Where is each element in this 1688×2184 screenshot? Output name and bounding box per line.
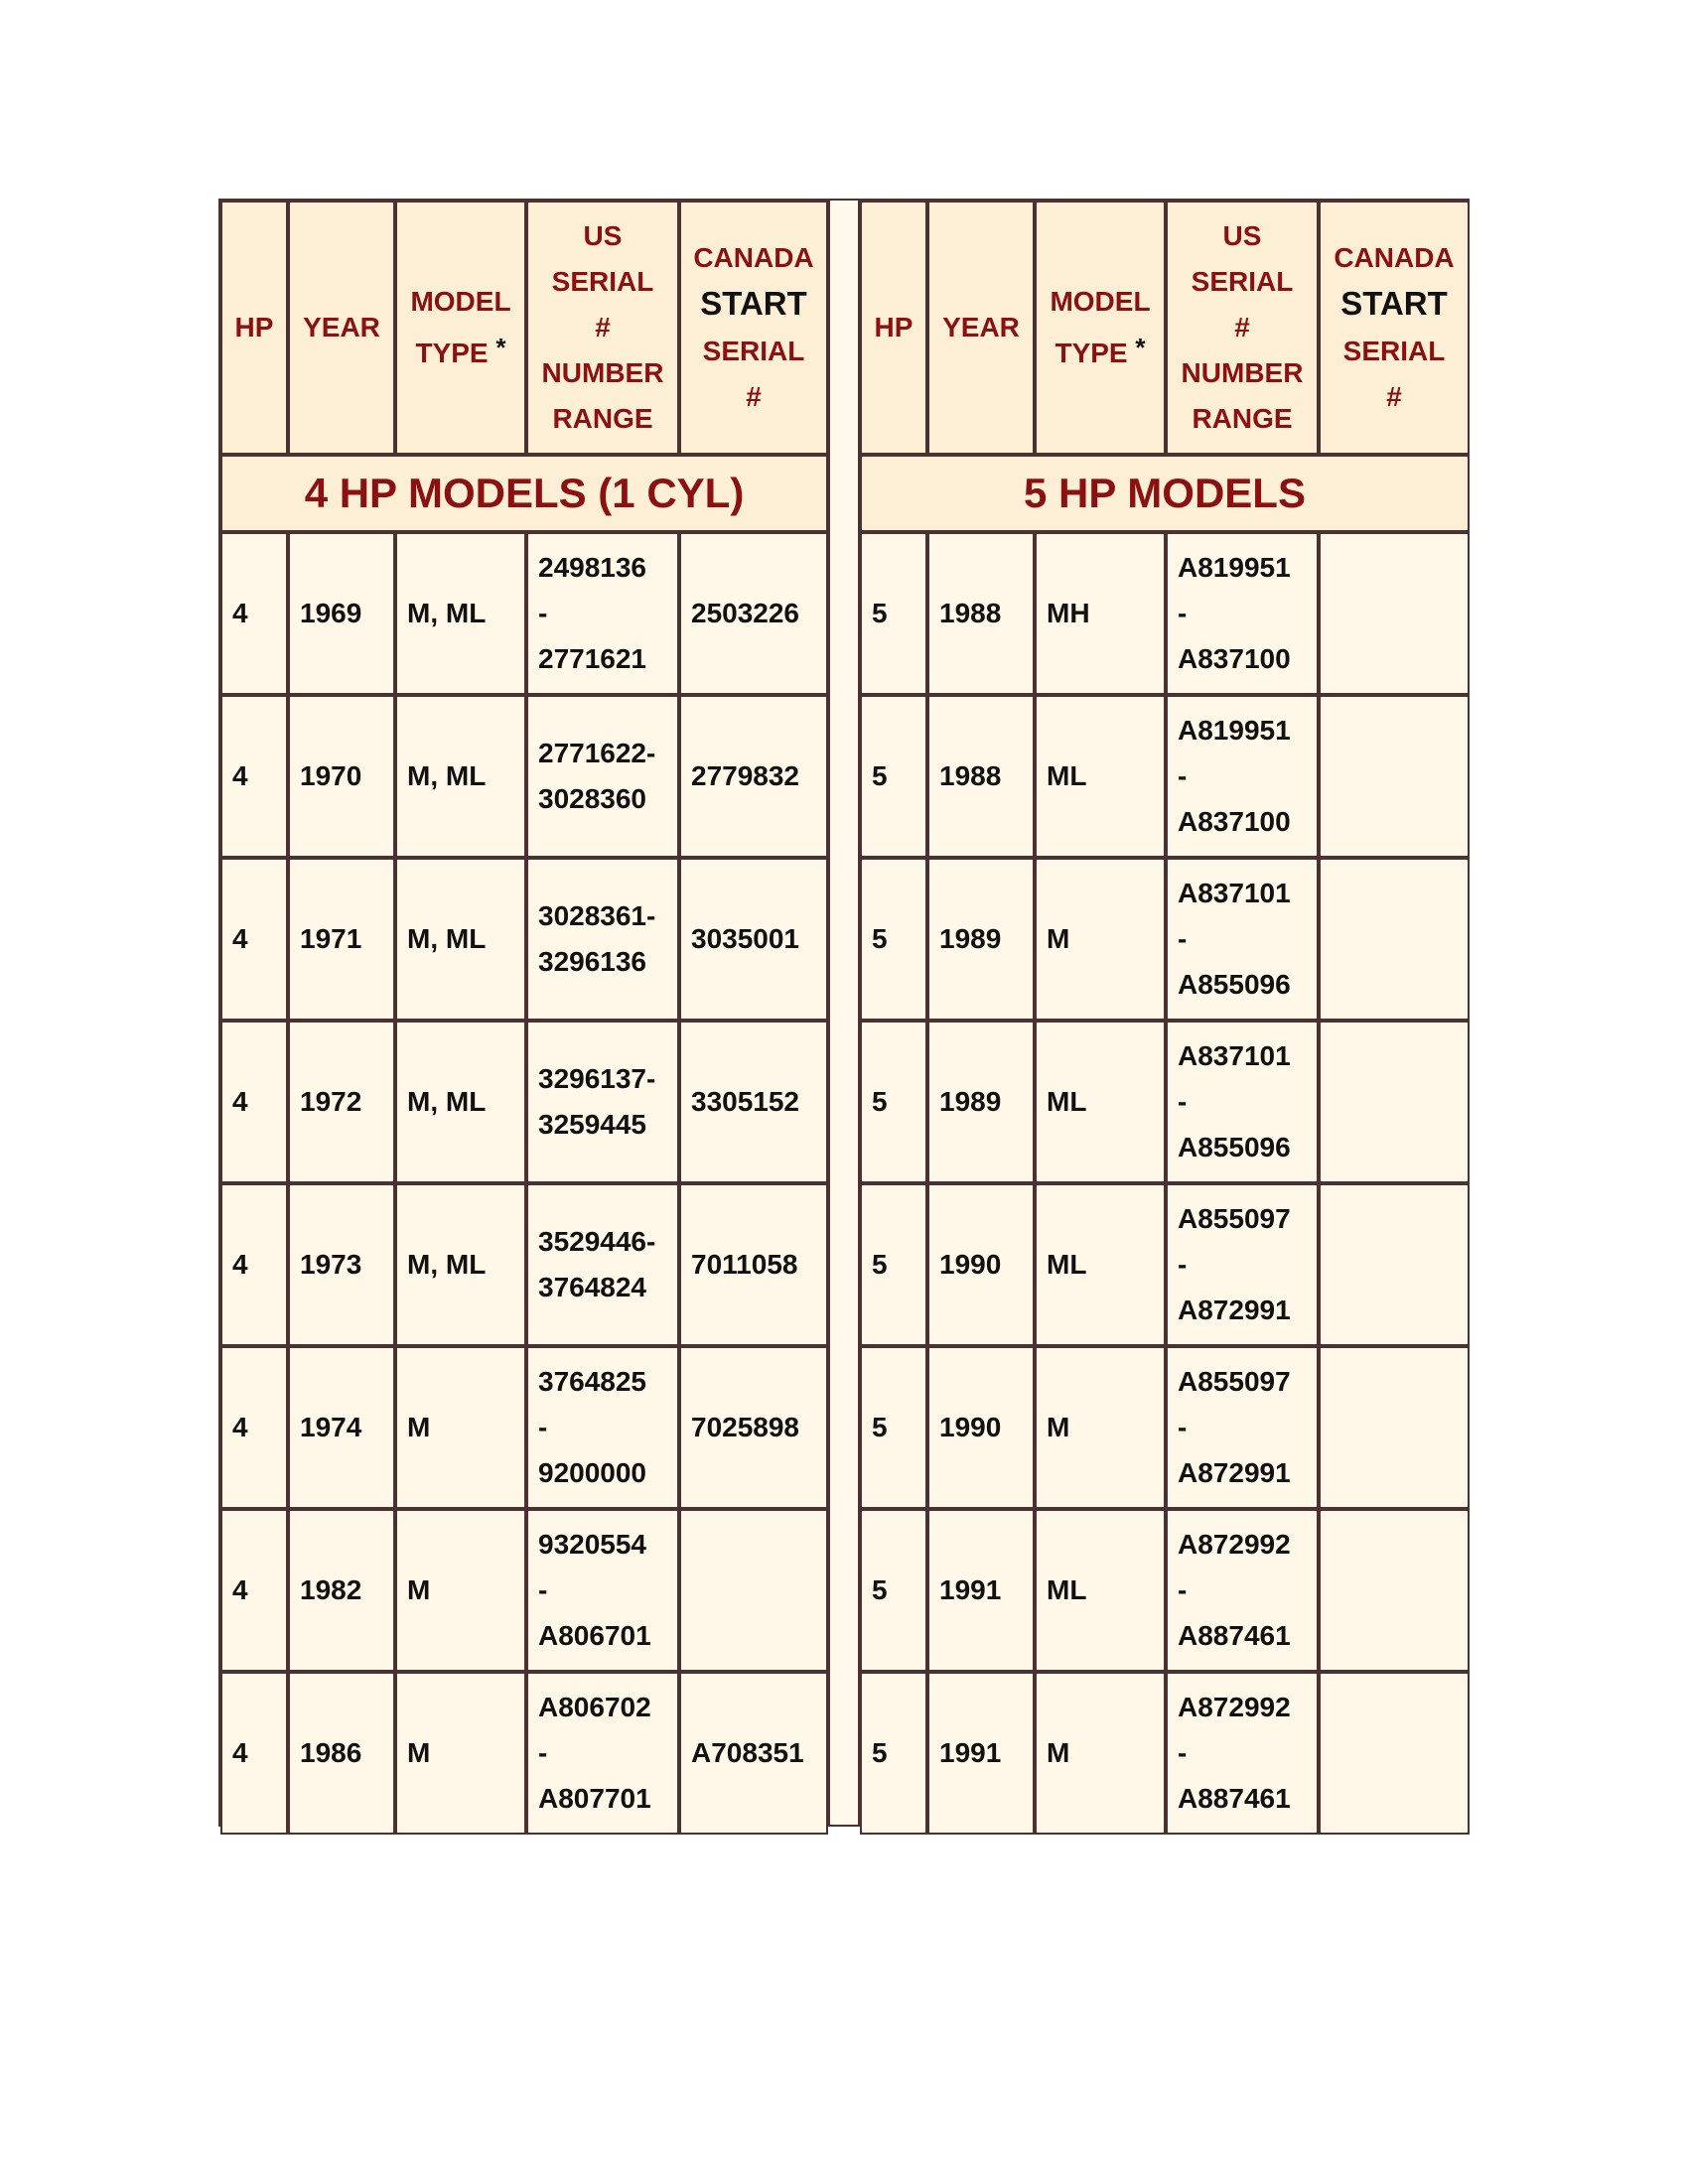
canada-start-serial-cell bbox=[1319, 1346, 1470, 1509]
section-row bbox=[220, 455, 828, 532]
header-line bbox=[1178, 305, 1307, 350]
serial-line: A806701 bbox=[538, 1620, 651, 1651]
model-type-cell: ML bbox=[1035, 695, 1166, 858]
header-row bbox=[220, 201, 828, 455]
serial-line: - bbox=[538, 1574, 548, 1605]
header-line bbox=[232, 305, 276, 350]
header-line bbox=[691, 281, 816, 329]
header-text: TYPE bbox=[1055, 338, 1128, 368]
canada-start-serial-cell bbox=[1319, 1509, 1470, 1672]
canada-start-serial-cell: 2503226 bbox=[679, 532, 828, 695]
header-text: START bbox=[700, 285, 807, 322]
hp-cell: 5 bbox=[860, 858, 927, 1021]
year-cell: 1989 bbox=[927, 858, 1035, 1021]
header-line bbox=[538, 305, 667, 350]
table-row bbox=[220, 1183, 828, 1346]
serial-line: 9200000 bbox=[538, 1457, 647, 1488]
serial-line: - bbox=[1178, 1412, 1188, 1442]
header-text: US bbox=[583, 220, 623, 251]
canada-start-serial-cell: 2779832 bbox=[679, 695, 828, 858]
header-canada-start-serial bbox=[1319, 201, 1470, 455]
header-line bbox=[691, 374, 816, 420]
canada-start-serial-cell bbox=[1319, 695, 1470, 858]
header-us-serial-range bbox=[526, 201, 679, 455]
header-line bbox=[300, 305, 383, 350]
left-table-4hp bbox=[220, 201, 828, 1825]
year-cell: 1972 bbox=[288, 1021, 395, 1183]
serial-line: 2771622- bbox=[538, 738, 656, 768]
section-title: 4 HP MODELS (1 CYL) bbox=[220, 455, 828, 532]
serial-line: 2498136 bbox=[538, 552, 647, 583]
table-row bbox=[220, 1021, 828, 1183]
hp-cell: 5 bbox=[860, 1021, 927, 1183]
serial-line: - bbox=[1178, 598, 1188, 628]
serial-line: 3296136 bbox=[538, 946, 647, 977]
model-type-cell: M, ML bbox=[395, 858, 526, 1021]
header-line bbox=[538, 213, 667, 259]
us-serial-range-cell bbox=[526, 695, 679, 858]
serial-line: A872992 bbox=[1178, 1529, 1291, 1560]
header-line bbox=[1047, 325, 1154, 376]
table-row bbox=[860, 1509, 1470, 1672]
header-line bbox=[1331, 281, 1458, 329]
header-text: START bbox=[1340, 285, 1448, 322]
model-type-cell: M bbox=[395, 1509, 526, 1672]
year-cell: 1982 bbox=[288, 1509, 395, 1672]
model-type-cell: ML bbox=[1035, 1021, 1166, 1183]
us-serial-range-cell bbox=[1166, 1509, 1319, 1672]
year-cell: 1969 bbox=[288, 532, 395, 695]
table-row bbox=[860, 532, 1470, 695]
header-us-serial-range bbox=[1166, 201, 1319, 455]
serial-line: 3028360 bbox=[538, 783, 647, 814]
serial-line: - bbox=[1178, 1737, 1188, 1768]
header-text: CANADA bbox=[693, 242, 814, 273]
header-text: MODEL bbox=[1050, 286, 1151, 317]
left-grid bbox=[220, 201, 828, 1835]
canada-start-serial-cell bbox=[679, 1509, 828, 1672]
header-text: US bbox=[1222, 220, 1262, 251]
us-serial-range-cell bbox=[526, 1183, 679, 1346]
header-line bbox=[1331, 374, 1458, 420]
canada-start-serial-cell bbox=[1319, 1672, 1470, 1835]
header-line bbox=[1178, 213, 1307, 259]
year-cell: 1991 bbox=[927, 1509, 1035, 1672]
header-text: HP bbox=[234, 312, 274, 342]
model-type-cell: ML bbox=[1035, 1509, 1166, 1672]
serial-line: 9320554 bbox=[538, 1529, 647, 1560]
serial-line: A887461 bbox=[1178, 1620, 1291, 1651]
header-line bbox=[407, 279, 514, 325]
year-cell: 1991 bbox=[927, 1672, 1035, 1835]
header-line bbox=[1178, 259, 1307, 305]
header-text: # bbox=[1386, 381, 1402, 412]
header-text: YEAR bbox=[942, 312, 1020, 342]
serial-line: A872991 bbox=[1178, 1295, 1291, 1325]
serial-line: A872991 bbox=[1178, 1457, 1291, 1488]
year-cell: 1990 bbox=[927, 1346, 1035, 1509]
table-row bbox=[220, 1346, 828, 1509]
canada-start-serial-cell bbox=[1319, 1183, 1470, 1346]
asterisk-mark: * bbox=[495, 333, 506, 362]
serial-line: - bbox=[1178, 1249, 1188, 1280]
canada-start-serial-cell: 3035001 bbox=[679, 858, 828, 1021]
canada-start-serial-cell: 7025898 bbox=[679, 1346, 828, 1509]
year-cell: 1990 bbox=[927, 1183, 1035, 1346]
header-line bbox=[407, 325, 514, 376]
header-text: SERIAL bbox=[1342, 336, 1446, 366]
table-gutter bbox=[828, 201, 860, 1825]
table-row bbox=[220, 1509, 828, 1672]
table-row bbox=[860, 858, 1470, 1021]
serial-line: 2771621 bbox=[538, 643, 647, 674]
header-year bbox=[288, 201, 395, 455]
header-line bbox=[1178, 350, 1307, 396]
canada-start-serial-cell: 7011058 bbox=[679, 1183, 828, 1346]
canada-start-serial-cell bbox=[1319, 1021, 1470, 1183]
right-grid bbox=[860, 201, 1470, 1835]
model-type-cell: M, ML bbox=[395, 532, 526, 695]
header-text: CANADA bbox=[1334, 242, 1455, 273]
serial-line: 3259445 bbox=[538, 1109, 647, 1140]
hp-cell: 4 bbox=[220, 1183, 288, 1346]
serial-line: A855096 bbox=[1178, 1132, 1291, 1162]
header-line bbox=[1331, 235, 1458, 281]
hp-cell: 4 bbox=[220, 1509, 288, 1672]
table-row bbox=[220, 858, 828, 1021]
serial-line: - bbox=[538, 1412, 548, 1442]
header-line bbox=[538, 350, 667, 396]
header-text: TYPE bbox=[415, 338, 489, 368]
hp-cell: 4 bbox=[220, 1021, 288, 1183]
header-canada-start-serial bbox=[679, 201, 828, 455]
model-type-cell: M, ML bbox=[395, 695, 526, 858]
asterisk-mark: * bbox=[1135, 333, 1146, 362]
model-type-cell: MH bbox=[1035, 532, 1166, 695]
header-text: SERIAL bbox=[702, 336, 805, 366]
header-text: YEAR bbox=[303, 312, 380, 342]
year-cell: 1973 bbox=[288, 1183, 395, 1346]
serial-line: - bbox=[538, 1737, 548, 1768]
hp-cell: 4 bbox=[220, 858, 288, 1021]
serial-line: A837100 bbox=[1178, 643, 1291, 674]
header-text: HP bbox=[874, 312, 914, 342]
header-text: NUMBER bbox=[1181, 357, 1304, 388]
serial-line: 3764824 bbox=[538, 1272, 647, 1302]
hp-cell: 5 bbox=[860, 1346, 927, 1509]
serial-line: - bbox=[1178, 1574, 1188, 1605]
header-line bbox=[538, 259, 667, 305]
hp-cell: 5 bbox=[860, 532, 927, 695]
year-cell: 1988 bbox=[927, 695, 1035, 858]
year-cell: 1974 bbox=[288, 1346, 395, 1509]
serial-line: 3028361- bbox=[538, 900, 656, 931]
serial-line: A807701 bbox=[538, 1783, 651, 1814]
serial-line: A872992 bbox=[1178, 1692, 1291, 1722]
model-type-cell: M bbox=[1035, 1346, 1166, 1509]
us-serial-range-cell bbox=[1166, 1672, 1319, 1835]
hp-cell: 4 bbox=[220, 1672, 288, 1835]
table-row bbox=[860, 695, 1470, 858]
serial-line: A855096 bbox=[1178, 969, 1291, 1000]
header-text: # bbox=[595, 312, 611, 342]
hp-cell: 4 bbox=[220, 1346, 288, 1509]
hp-cell: 5 bbox=[860, 1183, 927, 1346]
header-text: SERIAL bbox=[551, 266, 654, 297]
header-line bbox=[691, 329, 816, 374]
table-row bbox=[860, 1346, 1470, 1509]
us-serial-range-cell bbox=[526, 1346, 679, 1509]
hp-cell: 5 bbox=[860, 1672, 927, 1835]
header-line bbox=[872, 305, 915, 350]
serial-line: A806702 bbox=[538, 1692, 651, 1722]
year-cell: 1986 bbox=[288, 1672, 395, 1835]
us-serial-range-cell bbox=[1166, 532, 1319, 695]
hp-cell: 5 bbox=[860, 695, 927, 858]
table-row bbox=[220, 695, 828, 858]
header-model-type bbox=[1035, 201, 1166, 455]
us-serial-range-cell bbox=[526, 1021, 679, 1183]
header-line bbox=[1178, 396, 1307, 442]
table-row bbox=[860, 1021, 1470, 1183]
us-serial-range-cell bbox=[1166, 858, 1319, 1021]
header-text: RANGE bbox=[1192, 403, 1293, 434]
header-line bbox=[1331, 329, 1458, 374]
canada-start-serial-cell: A708351 bbox=[679, 1672, 828, 1835]
serial-line: A819951 bbox=[1178, 715, 1291, 746]
header-line bbox=[1047, 279, 1154, 325]
table-row bbox=[860, 1672, 1470, 1835]
section-row bbox=[860, 455, 1470, 532]
serial-line: A837101 bbox=[1178, 878, 1291, 908]
year-cell: 1970 bbox=[288, 695, 395, 858]
table-row bbox=[220, 532, 828, 695]
header-text: SERIAL bbox=[1191, 266, 1294, 297]
header-line bbox=[691, 235, 816, 281]
model-type-cell: ML bbox=[1035, 1183, 1166, 1346]
us-serial-range-cell bbox=[1166, 1183, 1319, 1346]
serial-number-chart bbox=[218, 199, 1470, 1827]
hp-cell: 4 bbox=[220, 695, 288, 858]
serial-line: A819951 bbox=[1178, 552, 1291, 583]
table-row bbox=[860, 1183, 1470, 1346]
header-line bbox=[939, 305, 1023, 350]
serial-line: A837101 bbox=[1178, 1040, 1291, 1071]
year-cell: 1988 bbox=[927, 532, 1035, 695]
hp-cell: 4 bbox=[220, 532, 288, 695]
header-hp bbox=[860, 201, 927, 455]
us-serial-range-cell bbox=[526, 1672, 679, 1835]
canada-start-serial-cell bbox=[1319, 532, 1470, 695]
serial-line: A855097 bbox=[1178, 1366, 1291, 1397]
year-cell: 1989 bbox=[927, 1021, 1035, 1183]
right-table-5hp bbox=[860, 201, 1470, 1825]
header-model-type bbox=[395, 201, 526, 455]
header-hp bbox=[220, 201, 288, 455]
model-type-cell: M bbox=[395, 1672, 526, 1835]
serial-line: A855097 bbox=[1178, 1203, 1291, 1234]
header-text: MODEL bbox=[410, 286, 511, 317]
serial-line: A887461 bbox=[1178, 1783, 1291, 1814]
us-serial-range-cell bbox=[1166, 1346, 1319, 1509]
header-year bbox=[927, 201, 1035, 455]
us-serial-range-cell bbox=[1166, 1021, 1319, 1183]
header-text: NUMBER bbox=[541, 357, 664, 388]
canada-start-serial-cell: 3305152 bbox=[679, 1021, 828, 1183]
model-type-cell: M, ML bbox=[395, 1021, 526, 1183]
serial-line: 3764825 bbox=[538, 1366, 647, 1397]
table-row bbox=[220, 1672, 828, 1835]
us-serial-range-cell bbox=[526, 532, 679, 695]
model-type-cell: M bbox=[395, 1346, 526, 1509]
header-text: # bbox=[1234, 312, 1250, 342]
model-type-cell: M bbox=[1035, 1672, 1166, 1835]
serial-line: - bbox=[1178, 1086, 1188, 1117]
canada-start-serial-cell bbox=[1319, 858, 1470, 1021]
serial-line: - bbox=[538, 598, 548, 628]
header-text: RANGE bbox=[552, 403, 653, 434]
model-type-cell: M, ML bbox=[395, 1183, 526, 1346]
year-cell: 1971 bbox=[288, 858, 395, 1021]
us-serial-range-cell bbox=[526, 1509, 679, 1672]
model-type-cell: M bbox=[1035, 858, 1166, 1021]
header-text: # bbox=[746, 381, 762, 412]
us-serial-range-cell bbox=[526, 858, 679, 1021]
serial-line: - bbox=[1178, 760, 1188, 791]
section-title: 5 HP MODELS bbox=[860, 455, 1470, 532]
header-line bbox=[538, 396, 667, 442]
serial-line: - bbox=[1178, 923, 1188, 954]
hp-cell: 5 bbox=[860, 1509, 927, 1672]
serial-line: 3529446- bbox=[538, 1226, 656, 1257]
header-row bbox=[860, 201, 1470, 455]
us-serial-range-cell bbox=[1166, 695, 1319, 858]
serial-line: A837100 bbox=[1178, 806, 1291, 837]
serial-line: 3296137- bbox=[538, 1063, 656, 1094]
